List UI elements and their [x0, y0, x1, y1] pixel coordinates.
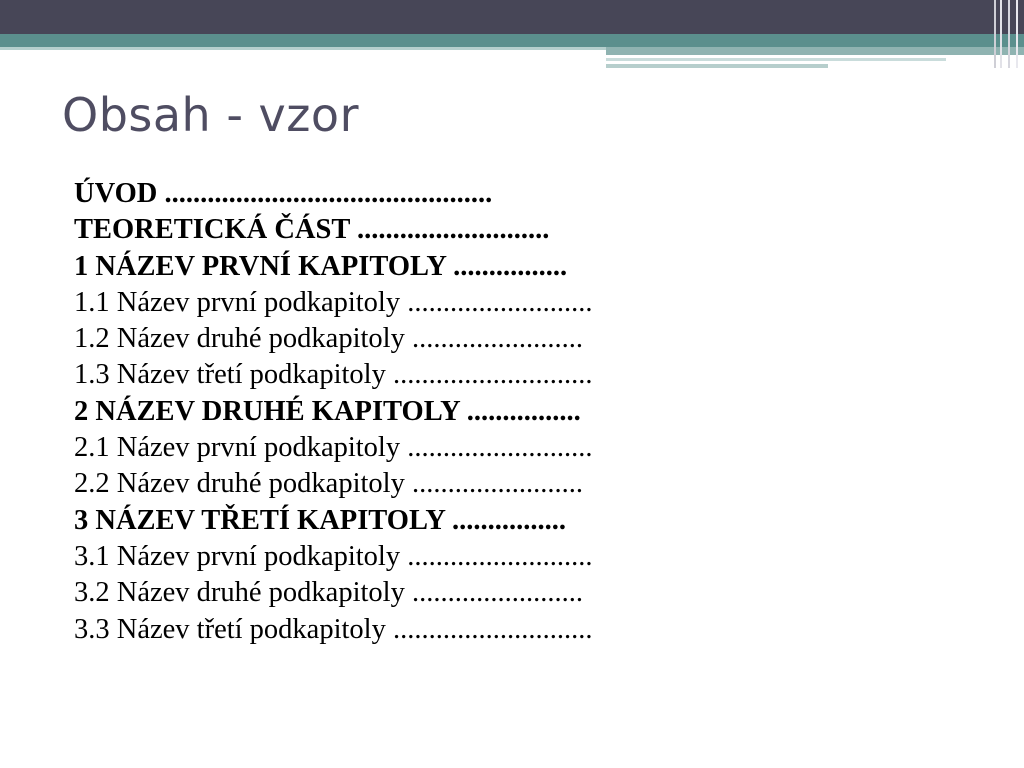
header-teal-band [0, 34, 1024, 47]
toc-chapter-entry: ÚVOD .............................................. [74, 178, 493, 209]
toc-subchapter-entry: 3.1 Název první podkapitoly .......................... [74, 540, 593, 572]
toc-subchapter-entry: 1.1 Název první podkapitoly .......................... [74, 286, 593, 318]
toc-chapter-entry: 2 NÁZEV DRUHÉ KAPITOLY ................ [74, 395, 581, 427]
toc-subchapter-entry: 3.3 Název třetí podkapitoly ............................ [74, 613, 593, 645]
header-dark-band [0, 0, 1024, 34]
header-right-short-stripe [606, 64, 828, 68]
toc-chapter-entry: TEORETICKÁ ČÁST ........................... [74, 214, 550, 246]
header-right-stripe [606, 47, 1024, 55]
table-of-contents [74, 176, 974, 648]
toc-subchapter-entry: 1.3 Název třetí podkapitoly ............................ [74, 359, 593, 391]
header-right-thin-stripe [606, 58, 946, 61]
toc-subchapter-entry: 3.2 Název druhé podkapitoly ........................ [74, 577, 583, 609]
toc-chapter-entry: 1 NÁZEV PRVNÍ KAPITOLY ................ [74, 250, 568, 282]
toc-subchapter-entry: 2.2 Název druhé podkapitoly ........................ [74, 468, 583, 500]
toc-subchapter-entry: 1.2 Název druhé podkapitoly ........................ [74, 323, 583, 355]
header-vertical-line [1000, 0, 1002, 68]
toc-chapter-entry: 3 NÁZEV TŘETÍ KAPITOLY ................ [74, 504, 567, 536]
header-vertical-line [994, 0, 996, 68]
header-vertical-line [1008, 0, 1010, 68]
slide-title: Obsah - vzor [62, 88, 359, 142]
toc-subchapter-entry: 2.1 Název první podkapitoly .......................... [74, 432, 593, 464]
header-vertical-line [1016, 0, 1018, 68]
header-light-stripe [0, 47, 608, 50]
